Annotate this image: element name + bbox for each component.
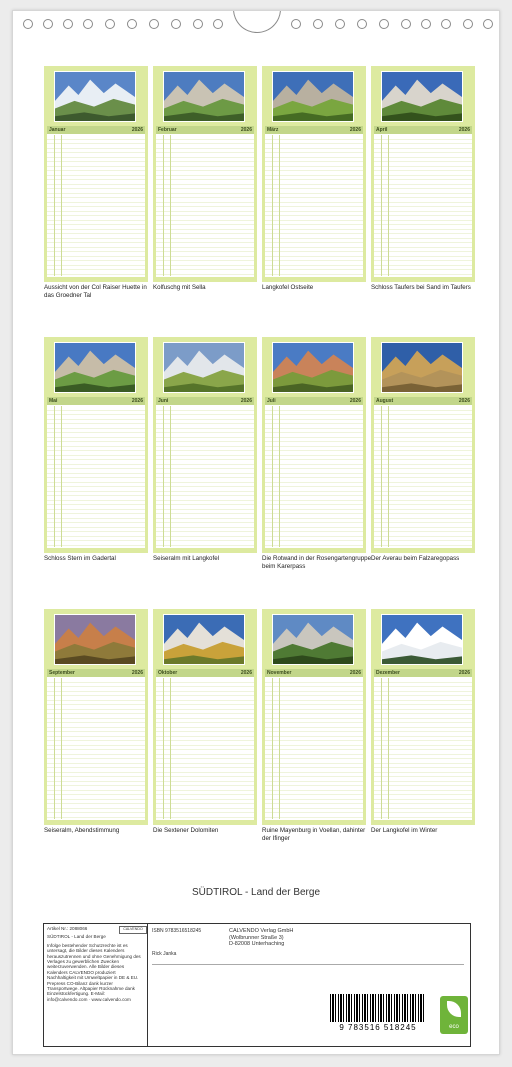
photo-caption: Kolfuschg mit Sella — [153, 284, 206, 291]
day-rows — [265, 135, 363, 276]
day-rows — [265, 678, 363, 819]
month-name: September — [49, 670, 75, 676]
barcode-bars — [330, 994, 426, 1022]
binding-hole — [483, 19, 493, 29]
month-header — [47, 669, 145, 677]
month-grid — [374, 669, 472, 820]
isbn-text: ISBN 9783516518245 — [152, 928, 202, 934]
month-header — [265, 669, 363, 677]
photo-caption: Der Langkofel im Winter — [371, 827, 438, 834]
month-frame — [153, 337, 257, 553]
month-grid — [47, 669, 145, 820]
binding-hole — [441, 19, 451, 29]
month-photo — [163, 71, 245, 122]
binding-hole — [171, 19, 181, 29]
month-year: 2026 — [131, 127, 143, 133]
day-rows — [374, 406, 472, 547]
month-photo — [272, 71, 354, 122]
month-header — [265, 397, 363, 405]
month-grid — [47, 126, 145, 277]
binding-hole — [291, 19, 301, 29]
binding-hole — [357, 19, 367, 29]
month-photo — [381, 614, 463, 665]
month-name: Mai — [49, 398, 58, 404]
binding-hole — [421, 19, 431, 29]
month-frame — [44, 337, 148, 553]
month-photo — [381, 71, 463, 122]
day-rows — [156, 678, 254, 819]
month-year: 2026 — [240, 127, 252, 133]
photo-caption: Seiseralm, Abendstimmung — [44, 827, 120, 834]
photo-caption: Schloss Stern im Gadertal — [44, 555, 116, 562]
binding-hole — [105, 19, 115, 29]
month-frame — [262, 66, 366, 282]
month-header — [156, 397, 254, 405]
month-name: Februar — [158, 127, 177, 133]
publisher-line: D-82008 Unterhaching — [229, 941, 285, 947]
product-line: SÜDTIROL - Land der Berge — [47, 934, 106, 940]
month-photo — [272, 614, 354, 665]
month-grid — [156, 397, 254, 548]
month-header — [265, 126, 363, 134]
binding-hole — [23, 19, 33, 29]
calendar-page — [12, 10, 500, 1055]
month-year: 2026 — [349, 670, 361, 676]
month-frame — [153, 66, 257, 282]
day-rows — [156, 406, 254, 547]
binding-hole — [127, 19, 137, 29]
footer-left-panel — [44, 924, 148, 1046]
day-rows — [47, 135, 145, 276]
binding-hole — [63, 19, 73, 29]
month-frame — [153, 609, 257, 825]
month-header — [374, 126, 472, 134]
day-rows — [374, 135, 472, 276]
photo-caption: Ruine Mayenburg in Voellan, dahinter der Ifinger — [262, 827, 366, 842]
photo-caption: Die Sextener Dolomiten — [153, 827, 219, 834]
eco-logo — [440, 996, 468, 1034]
article-number: Artikel Nr.: 2088066 — [47, 926, 88, 931]
month-year: 2026 — [349, 127, 361, 133]
month-grid — [265, 669, 363, 820]
photo-caption: Der Averau beim Falzaregopass — [371, 555, 460, 562]
month-header — [156, 669, 254, 677]
month-name: November — [267, 670, 292, 676]
month-grid — [265, 126, 363, 277]
calendar-title: SÜDTIROL - Land der Berge — [191, 887, 321, 898]
month-grid — [374, 126, 472, 277]
month-name: August — [376, 398, 394, 404]
month-header — [374, 669, 472, 677]
eco-label: eco — [449, 1024, 459, 1030]
barcode — [324, 994, 432, 1032]
month-header — [156, 126, 254, 134]
month-year: 2026 — [349, 398, 361, 404]
publisher-line: CALVENDO Verlag GmbH — [229, 928, 294, 934]
month-photo — [272, 342, 354, 393]
month-year: 2026 — [240, 670, 252, 676]
photo-caption: Langkofel Ostseite — [262, 284, 314, 291]
month-frame — [371, 337, 475, 553]
photo-caption: Die Rotwand in der Rosengartengruppe beim Karerpass — [262, 555, 372, 570]
month-frame — [371, 66, 475, 282]
month-year: 2026 — [458, 127, 470, 133]
publisher-info — [229, 928, 329, 948]
month-name: April — [376, 127, 388, 133]
day-rows — [374, 678, 472, 819]
month-photo — [54, 614, 136, 665]
month-grid — [265, 397, 363, 548]
day-rows — [47, 406, 145, 547]
month-grid — [156, 669, 254, 820]
day-rows — [156, 135, 254, 276]
barcode-digits: 9 783516 518245 — [339, 1023, 417, 1032]
day-rows — [47, 678, 145, 819]
month-name: Juli — [267, 398, 276, 404]
author-name: Rick Janka — [152, 951, 177, 957]
month-name: Januar — [49, 127, 66, 133]
month-photo — [54, 342, 136, 393]
month-header — [374, 397, 472, 405]
month-photo — [54, 71, 136, 122]
calvendo-badge: CALVENDO — [119, 926, 147, 934]
month-frame — [262, 337, 366, 553]
month-name: Juni — [158, 398, 169, 404]
publisher-line: (Wolbrunner Straße 3) — [229, 934, 284, 941]
binding-hole — [43, 19, 53, 29]
month-year: 2026 — [131, 670, 143, 676]
month-photo — [381, 342, 463, 393]
binding-hole — [213, 19, 223, 29]
photo-caption: Aussicht von der Col Raiser Huette in das Groedner Tal — [44, 284, 147, 299]
month-name: Dezember — [376, 670, 400, 676]
month-year: 2026 — [131, 398, 143, 404]
month-header — [47, 397, 145, 405]
binding-hole — [335, 19, 345, 29]
binding-hole — [313, 19, 323, 29]
month-header — [47, 126, 145, 134]
legal-text: Infolge bestehender Schutzrechte ist es untersagt, die Bilder dieses Kalenders herauszutrennen und ohne Genehmigung des Verlages zu gewerblichen Zwecken weiterzuverwenden. Alle Bilder dieses Kalenders CALVENDO produziert Nachhaltigkeit mit Umweltpapier in DE & EU. Prepress CO-Bilanz dank kurzer Transportwege. Altpapier Rücknahme dank Einzelstückfertigung. E-Mail: info@calvendo.com · www.calvendo.com — [47, 942, 141, 1002]
month-frame — [262, 609, 366, 825]
photo-caption: Schloss Taufers bei Sand im Taufers — [371, 284, 471, 291]
month-grid — [47, 397, 145, 548]
photo-caption: Seiseralm mit Langkofel — [153, 555, 220, 562]
binding-hole — [149, 19, 159, 29]
month-name: Oktober — [158, 670, 178, 676]
month-year: 2026 — [240, 398, 252, 404]
month-photo — [163, 342, 245, 393]
binding-hole — [379, 19, 389, 29]
month-year: 2026 — [458, 398, 470, 404]
month-grid — [374, 397, 472, 548]
leaf-icon — [447, 1001, 461, 1017]
binding-hole — [193, 19, 203, 29]
month-frame — [44, 66, 148, 282]
month-year: 2026 — [458, 670, 470, 676]
footer-info — [43, 923, 471, 1047]
month-name: März — [267, 127, 279, 133]
footer-divider — [152, 964, 464, 965]
month-photo — [163, 614, 245, 665]
day-rows — [265, 406, 363, 547]
binding-hole — [83, 19, 93, 29]
binding-hole — [401, 19, 411, 29]
month-frame — [371, 609, 475, 825]
binding-hole — [463, 19, 473, 29]
month-grid — [156, 126, 254, 277]
month-frame — [44, 609, 148, 825]
